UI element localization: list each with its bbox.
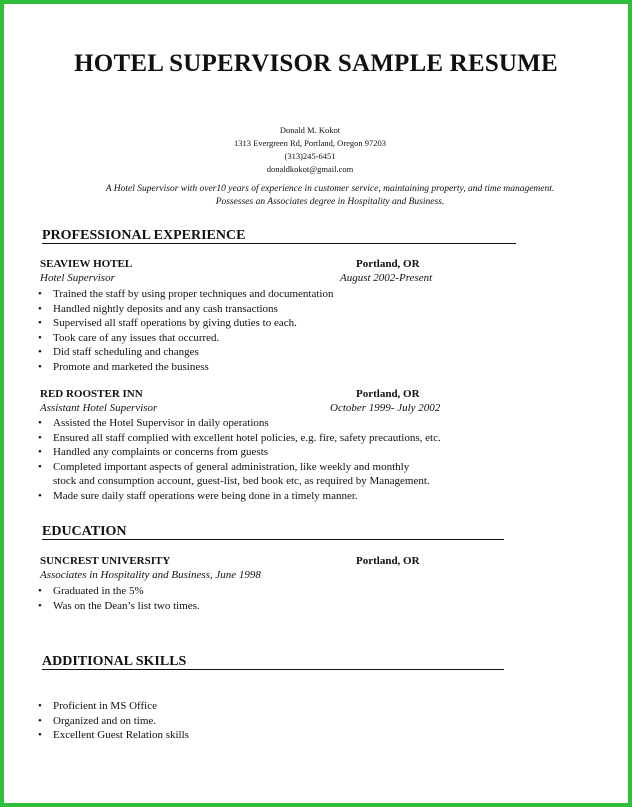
experience-rule <box>42 243 516 244</box>
list-item: • Took care of any issues that occurred. <box>36 331 333 346</box>
job-bullets <box>36 416 441 474</box>
list-item: • Organized and on time. <box>36 714 189 729</box>
education-rule <box>42 539 504 540</box>
school-name: SUNCREST UNIVERSITY <box>40 555 171 567</box>
list-item: • Trained the staff by using proper techniques and documentation <box>36 287 333 302</box>
contact-email: donaldkokot@gmail.com <box>266 164 354 174</box>
employer-name: RED ROOSTER INN <box>40 388 143 400</box>
skills-heading: ADDITIONAL SKILLS <box>42 654 187 669</box>
list-item: • Supervised all staff operations by giving duties to each. <box>36 316 333 331</box>
skills-rule <box>42 669 504 670</box>
job-bullets <box>36 489 358 504</box>
list-item: • Promote and marketed the business <box>36 360 333 375</box>
job-title: Assistant Hotel Supervisor <box>40 402 158 414</box>
list-item: • Was on the Dean’s list two times. <box>36 599 200 614</box>
summary-line: A Hotel Supervisor with over10 years of experience in customer service, maintaining property, and time management. <box>105 184 555 194</box>
summary <box>40 183 620 209</box>
contact-address: 1313 Evergreen Rd, Portland, Oregon 97203 <box>233 138 387 148</box>
job-title: Hotel Supervisor <box>40 272 115 284</box>
summary-line: Possesses an Associates degree in Hospitality and Business. <box>215 197 445 207</box>
contact-phone: (313)245-6451 <box>284 151 336 161</box>
list-item: • Made sure daily staff operations were being done in a timely manner. <box>36 489 358 504</box>
page-title: HOTEL SUPERVISOR SAMPLE RESUME <box>74 50 558 77</box>
skills-bullets <box>36 699 189 743</box>
job-dates: August 2002-Present <box>340 272 433 284</box>
job-bullets <box>36 287 333 375</box>
list-item: • Handled nightly deposits and any cash transactions <box>36 302 333 317</box>
employer-name: SEAVIEW HOTEL <box>40 258 133 270</box>
list-item: • Ensured all staff complied with excellent hotel policies, e.g. fire, safety precautions, etc. <box>36 431 441 446</box>
job-location: Portland, OR <box>356 258 420 270</box>
list-item: • Graduated in the 5% <box>36 584 200 599</box>
list-item: • Assisted the Hotel Supervisor in daily operations <box>36 416 441 431</box>
contact-name: Donald M. Kokot <box>279 125 341 135</box>
job-dates: October 1999- July 2002 <box>330 402 441 414</box>
education-heading: EDUCATION <box>42 524 127 539</box>
list-item: • Did staff scheduling and changes <box>36 345 333 360</box>
list-item: • Proficient in MS Office <box>36 699 189 714</box>
contact-block <box>195 124 425 176</box>
degree: Associates in Hospitality and Business, June 1998 <box>40 569 261 581</box>
job-location: Portland, OR <box>356 388 420 400</box>
experience-heading: PROFESSIONAL EXPERIENCE <box>42 228 246 243</box>
list-item: • Excellent Guest Relation skills <box>36 728 189 743</box>
bullet-continuation: stock and consumption account, guest-list, bed book etc, as required by Management. <box>53 475 430 487</box>
education-bullets <box>36 584 200 613</box>
school-location: Portland, OR <box>356 555 420 567</box>
list-item: • Handled any complaints or concerns from guests <box>36 445 441 460</box>
list-item: • Completed important aspects of general administration, like weekly and monthly <box>36 460 441 475</box>
